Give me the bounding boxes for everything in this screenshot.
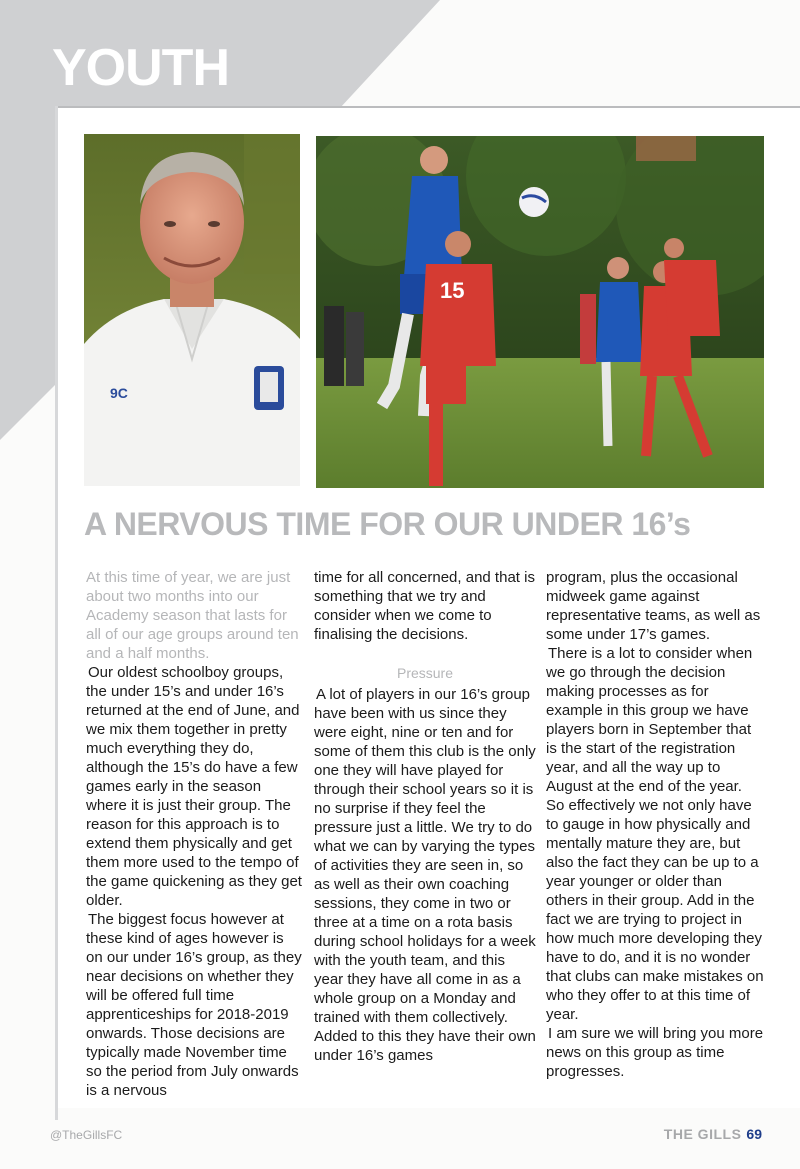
article-paragraph: I am sure we will bring you more news on this group as time progresses. xyxy=(546,1025,764,1080)
article-paragraph: program, plus the occasional midweek game against representative teams, as well as some under 17’s games. xyxy=(546,569,761,643)
svg-text:15: 15 xyxy=(440,278,465,303)
page-number: 69 xyxy=(746,1126,762,1142)
article-column-1 xyxy=(86,568,302,1100)
article-intro: At this time of year, we are just about two months into our Academy season that lasts for all of our age groups around ten and a half months. xyxy=(86,569,299,662)
magazine-name: THE GILLS xyxy=(663,1126,742,1142)
article-column-2 xyxy=(314,568,536,1065)
article-paragraph: There is a lot to consider when we go through the decision making processes as for example in this group we have players born in September that is the start of the registration year, and all the way up to August at the end of the year. So effectively we not only have to gauge in how physically and mentally mature they are, but also the fact they can be up to a year younger or older than others in their group. Add in the fact we are trying to project in how much more developing they have to do, and it is no wonder that clubs can make mistakes on who they offer to at this time of year. xyxy=(546,645,764,1023)
footer-edge xyxy=(55,1106,58,1120)
twitter-handle: @TheGillsFC xyxy=(50,1128,123,1142)
section-title: YOUTH xyxy=(52,39,229,97)
page-footer xyxy=(664,1126,762,1142)
coach-portrait-photo xyxy=(84,134,300,486)
article-column-3 xyxy=(546,568,764,1081)
article-paragraph: The biggest focus however at these kind of ages however is on our under 16’s group, as they near decisions on whether they will be offered full time apprenticeships for 2018-2019 onwards. Those decisions are typically made November time so the period from July onwards is a nervous xyxy=(86,911,302,1099)
article-paragraph: Our oldest schoolboy groups, the under 15’s and under 16’s returned at the end of June, and we mix them together in pretty much everything they do, although the 15’s do have a few games early in the season where it is just their group. The reason for this approach is to extend them physically and get them more used to the tempo of the game quickening as they get older. xyxy=(86,664,302,909)
match-action-photo xyxy=(316,136,764,488)
article-subheading: Pressure xyxy=(396,665,454,681)
article-headline: A NERVOUS TIME FOR OUR UNDER 16’s xyxy=(84,506,691,542)
svg-text:9C: 9C xyxy=(110,385,128,401)
article-paragraph: A lot of players in our 16’s group have been with us since they were eight, nine or ten and for some of them this club is the only one they will have played for through their school years so it is no surprise if they feel the pressure just a little. We try to do what we can by varying the types of activities they are seen in, so as well as their own coaching sessions, they come in two or three at a time on a rota basis during school holidays for a week with the youth team, and this year they have all come in as a whole group on a Monday and trained with them collectively. Added to this they have their own under 16’s games xyxy=(314,686,536,1064)
article-paragraph: time for all concerned, and that is something that we try and consider when we come to finalising the decisions. xyxy=(314,569,535,643)
